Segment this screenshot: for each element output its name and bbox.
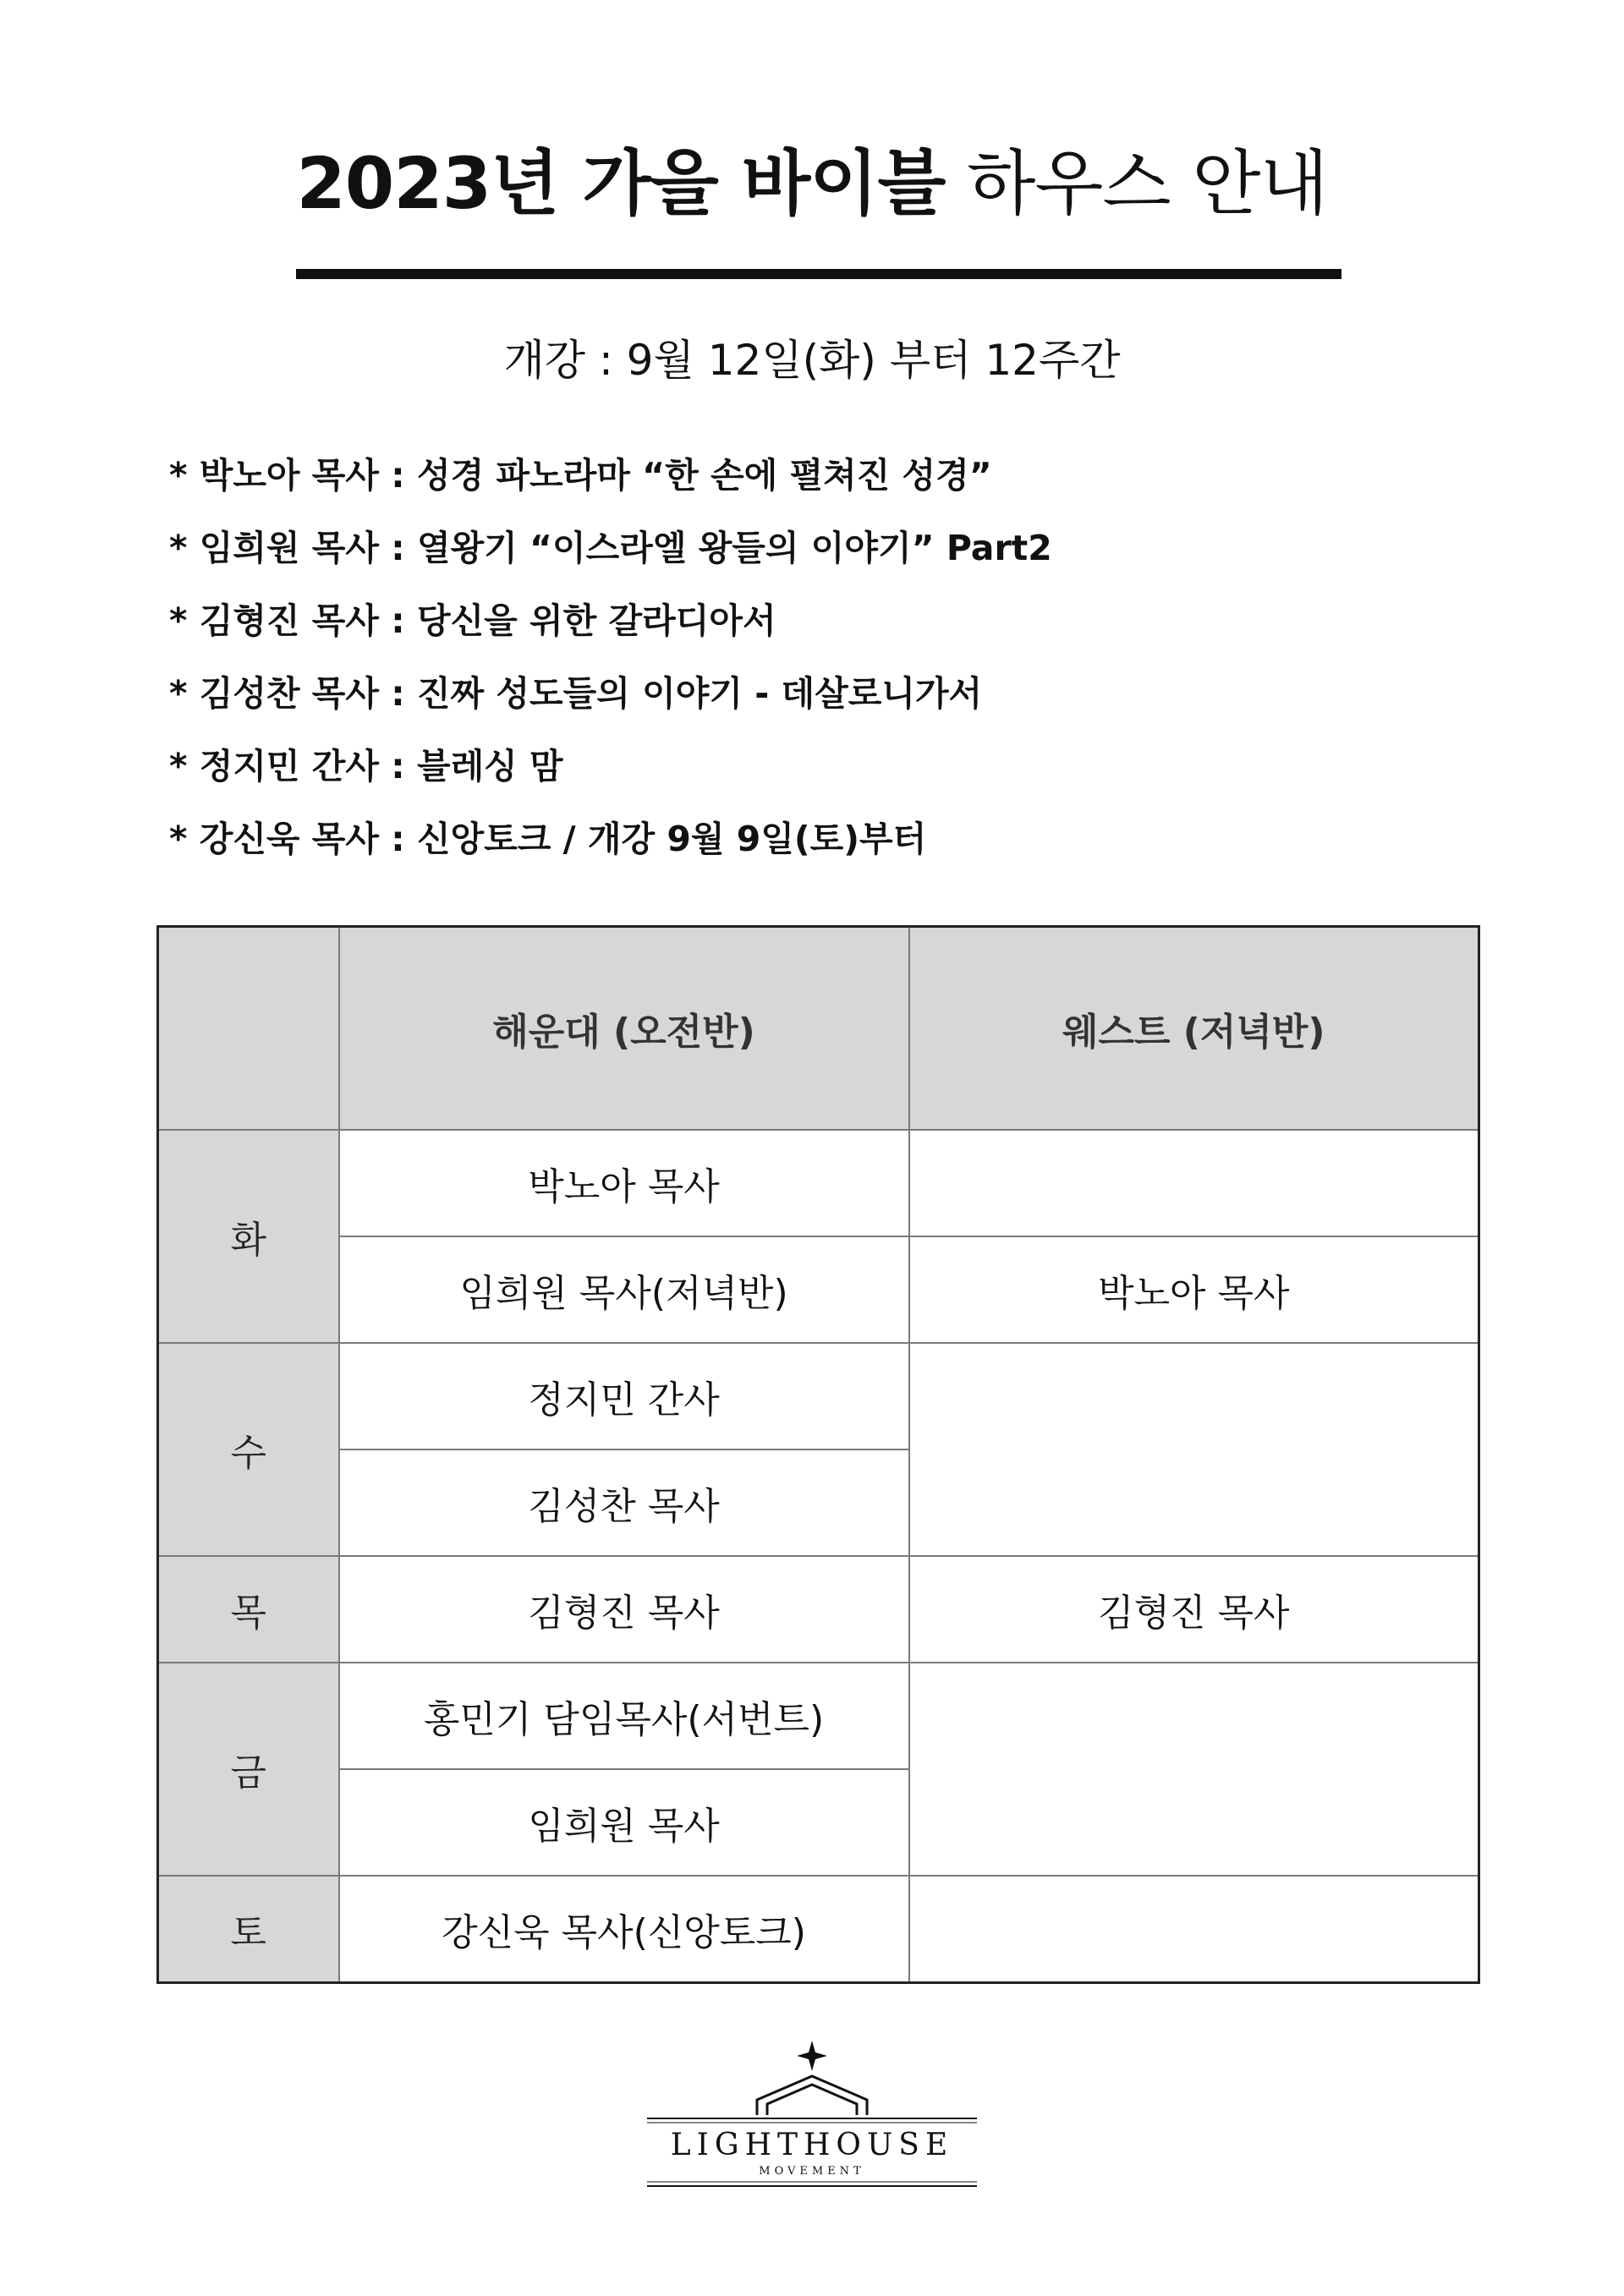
note-item: * 박노아 목사 : 성경 파노라마 “한 손에 펼쳐진 성경”: [169, 455, 992, 496]
haeundae-fri-1: 홍민기 담임목사(서번트): [339, 1663, 909, 1769]
day-tue: 화: [158, 1130, 339, 1343]
day-wed: 수: [158, 1343, 339, 1556]
header-blank: [158, 927, 339, 1131]
logo-name: LIGHTHOUSE: [670, 2128, 954, 2162]
note-item: * 김형진 목사 : 당신을 위한 갈라디아서: [169, 600, 776, 641]
lighthouse-movement-logo: [643, 2034, 981, 2203]
west-wed: [909, 1343, 1479, 1556]
page-title: [0, 127, 1624, 229]
note-item: * 정지민 간사 : 블레싱 맘: [169, 746, 563, 786]
note-item: * 김성찬 목사 : 진짜 성도들의 이야기 - 데살로니가서: [169, 673, 983, 714]
west-tue-1: [909, 1130, 1479, 1236]
haeundae-tue-2: 임희원 목사(저녁반): [339, 1236, 909, 1343]
table-header-row: [158, 927, 1479, 1131]
title-bold: 2023년 가을 바이블: [296, 142, 946, 225]
note-item: * 강신욱 목사 : 신앙토크 / 개강 9월 9일(토)부터: [169, 819, 927, 859]
haeundae-wed-2: 김성찬 목사: [339, 1449, 909, 1556]
table-row: [158, 1556, 1479, 1663]
table-row: [158, 1236, 1479, 1343]
table-row: [158, 1130, 1479, 1236]
table-row: [158, 1343, 1479, 1449]
day-thu: 목: [158, 1556, 339, 1663]
schedule-table: [156, 925, 1480, 1984]
title-divider: [296, 269, 1341, 279]
day-sat: 토: [158, 1876, 339, 1983]
teacher-notes: [169, 448, 1522, 885]
table-row: [158, 1876, 1479, 1983]
haeundae-wed-1: 정지민 간사: [339, 1343, 909, 1449]
subtitle: 개강 : 9월 12일(화) 부터 12주간: [503, 336, 1121, 385]
west-tue-2: 박노아 목사: [909, 1236, 1479, 1343]
note-item: * 임희원 목사 : 열왕기 “이스라엘 왕들의 이야기” Part2: [169, 528, 1052, 568]
haeundae-sat: 강신욱 목사(신앙토크): [339, 1876, 909, 1983]
day-fri: 금: [158, 1663, 339, 1876]
header-west: 웨스트 (저녁반): [909, 927, 1479, 1131]
title-regular: 하우스 안내: [967, 142, 1328, 225]
logo-tagline: MOVEMENT: [759, 2165, 865, 2178]
table-row: [158, 1663, 1479, 1769]
west-fri: [909, 1663, 1479, 1876]
haeundae-fri-2: 임희원 목사: [339, 1769, 909, 1876]
west-sat: [909, 1876, 1479, 1983]
haeundae-tue-1: 박노아 목사: [339, 1130, 909, 1236]
header-haeundae: 해운대 (오전반): [339, 927, 909, 1131]
west-thu: 김형진 목사: [909, 1556, 1479, 1663]
lighthouse-roof-star-icon: [757, 2041, 867, 2115]
haeundae-thu: 김형진 목사: [339, 1556, 909, 1663]
